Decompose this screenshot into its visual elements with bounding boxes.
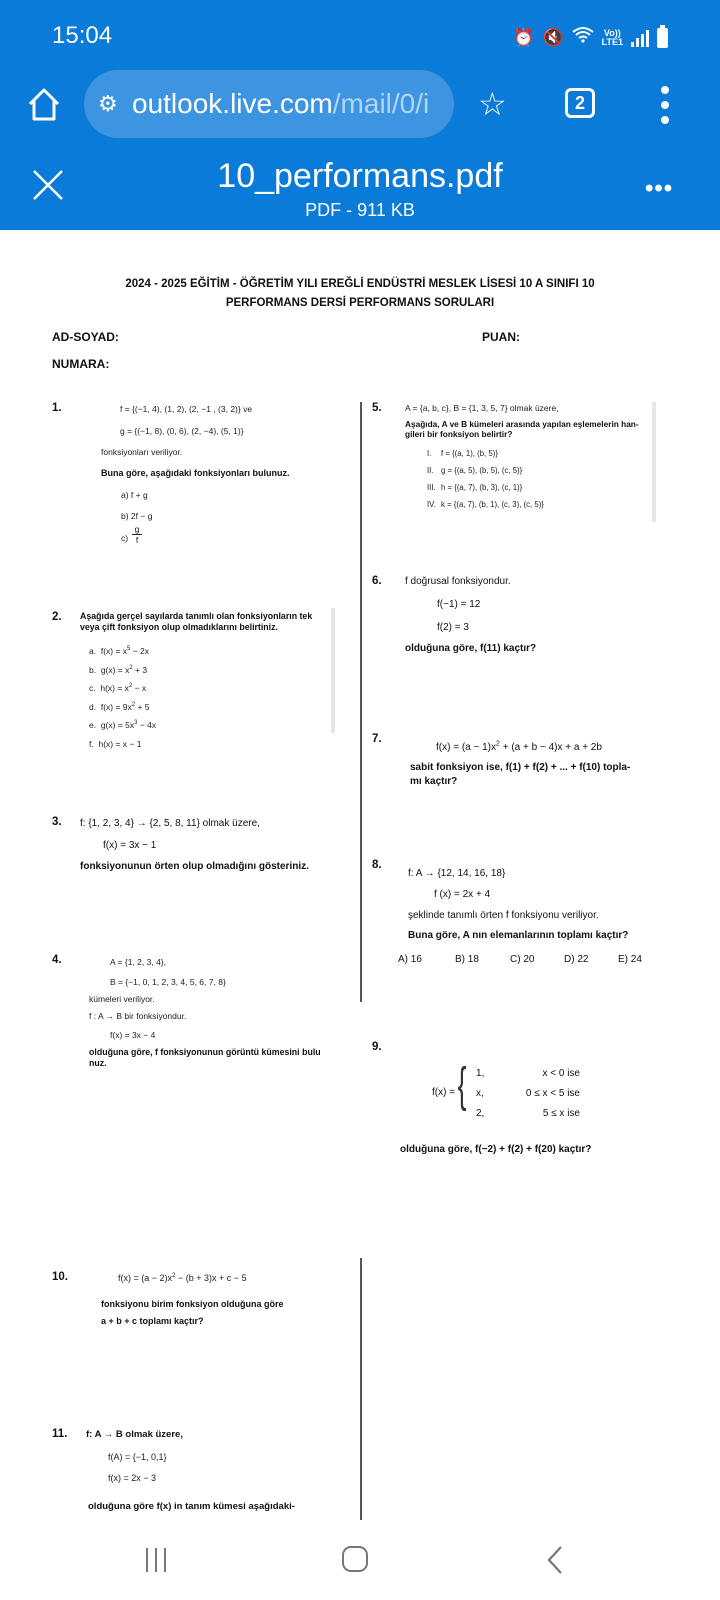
q10-line3: a + b + c toplamı kaçtır?: [101, 1316, 204, 1326]
q7-line1-pre: f(x) = (a − 1)x: [436, 742, 497, 753]
q5-item: [427, 449, 498, 458]
item-text: h = {(a, 7), (b, 3), (c, 1)}: [441, 483, 523, 492]
volte-label: Vo)): [603, 27, 621, 38]
system-nav-bar: [0, 1520, 720, 1600]
q2-item: [89, 702, 150, 712]
question-number: 11.: [52, 1428, 68, 1440]
q7-line1-post: + (a + b − 4)x + a + 2b: [499, 742, 602, 753]
scan-artifact: [331, 608, 335, 733]
home-button[interactable]: [24, 84, 64, 124]
item-label: f.: [89, 738, 94, 749]
item-expression: h(x) = x − 1: [98, 738, 142, 749]
q6-line2: f(−1) = 12: [437, 599, 481, 610]
scan-artifact: [652, 402, 656, 522]
fraction-numerator: g: [134, 524, 140, 534]
item-expression-rest: + 3: [132, 664, 148, 675]
item-exponent: 2: [128, 683, 133, 690]
pdf-page[interactable]: [0, 230, 720, 1520]
item-label: d.: [89, 701, 97, 712]
q4-line2: B = {−1, 0, 1, 2, 3, 4, 5, 6, 7, 8}: [110, 977, 226, 987]
q10-line1-post: − (b + 3)x + c − 5: [175, 1273, 247, 1283]
url-path: /mail/0/i: [332, 88, 430, 119]
viewer-header: [0, 155, 720, 230]
q9-case-condition: x < 0 ise: [542, 1068, 580, 1079]
q8-line4: Buna göre, A nın elemanlarının toplamı kaçtır?: [408, 930, 629, 941]
q9-case-value: x,: [476, 1088, 484, 1099]
q10-line2: fonksiyonu birim fonksiyon olduğuna göre: [101, 1299, 284, 1309]
question-number: 4.: [52, 954, 62, 966]
q6-line1: f doğrusal fonksiyondur.: [405, 576, 511, 587]
question-number: 3.: [52, 816, 62, 828]
document-header-line1: 2024 - 2025 EĞİTİM - ÖĞRETİM YILI EREĞLİ ENDÜSTRİ MESLEK LİSESİ 10 A SINIFI 10: [125, 278, 595, 290]
item-expression-rest: − 4x: [137, 720, 157, 730]
item-exponent: 2: [131, 701, 136, 708]
document-header-line2: PERFORMANS DERSİ PERFORMANS SORULARI: [225, 297, 495, 309]
q9-case-value: 2,: [476, 1108, 485, 1119]
q3-line2: f(x) = 3x − 1: [103, 840, 157, 851]
item-text: f = {(a, 1), (b, 5)}: [441, 449, 498, 458]
home-nav-button[interactable]: [342, 1546, 368, 1572]
q3-line3: fonksiyonunun örten olup olmadığını gösteriniz.: [80, 861, 309, 872]
q11-line2: f(A) = {−1, 0,1}: [108, 1452, 167, 1462]
q1-option-c-fraction: [132, 524, 142, 545]
q8-option: C) 20: [510, 954, 535, 965]
bookmark-star-icon[interactable]: ☆: [478, 86, 507, 122]
question-number: 6.: [372, 575, 382, 587]
q9-question: olduğuna göre, f(−2) + f(2) + f(20) kaçtır?: [400, 1144, 592, 1155]
q7-line2: sabit fonksiyon ise, f(1) + f(2) + ... + f(10) topla-: [410, 762, 631, 773]
item-label: IV.: [427, 500, 436, 509]
q9-case-condition: 5 ≤ x ise: [542, 1108, 580, 1119]
url-field[interactable]: [84, 70, 454, 138]
q10-line1: [118, 1273, 247, 1283]
tab-switcher-button[interactable]: 2: [565, 88, 595, 118]
item-expression: g(x) = 5x: [100, 720, 135, 730]
q2-item: [89, 720, 156, 730]
q1-line2: g = {(−1, 8), (0, 6), (2, −4), (5, 1)}: [120, 426, 244, 436]
q4-line6: olduğuna göre, f fonksiyonunun görüntü kümesini bulu: [89, 1047, 321, 1057]
q8-option: D) 22: [564, 954, 589, 965]
item-expression: f(x) = 9x: [100, 701, 132, 712]
q11-line4: olduğuna göre f(x) in tanım kümesi aşağıdaki-: [88, 1501, 295, 1512]
q2-line1: Aşağıda gerçel sayılarda tanımlı olan fonksiyonların tek: [80, 611, 313, 621]
battery-icon: [657, 28, 668, 48]
column-divider: [360, 402, 362, 1002]
q4-line4: f : A → B bir fonksiyondur.: [89, 1011, 187, 1021]
question-number: 9.: [372, 1041, 382, 1053]
q1-option-c-prefix: c): [121, 533, 129, 543]
q4-line7: nuz.: [89, 1058, 107, 1068]
item-label: I.: [427, 449, 432, 458]
q8-line1: f: A → {12, 14, 16, 18}: [408, 868, 506, 879]
q1-line1: f = {(−1, 4), (1, 2), (2, −1 , (3, 2)} ve: [120, 404, 253, 414]
q10-line1-pre: f(x) = (a − 2)x: [118, 1273, 173, 1283]
q8-line3: şeklinde tanımlı örten f fonksiyonu veriliyor.: [408, 910, 599, 921]
mute-vibrate-icon: 🔇: [542, 27, 564, 47]
item-expression: f(x) = x: [100, 646, 128, 656]
item-expression-rest: − x: [132, 683, 147, 693]
q6-line4: olduğuna göre, f(11) kaçtır?: [405, 643, 537, 654]
q2-line2: veya çift fonksiyon olup olmadıklarını belirtiniz.: [80, 622, 278, 632]
status-time: 15:04: [52, 22, 113, 49]
status-icons: [513, 26, 668, 49]
more-menu-icon[interactable]: [660, 86, 670, 124]
q1-option-b: b) 2f − g: [121, 511, 153, 521]
item-label: b.: [89, 664, 97, 675]
q2-item: [89, 739, 141, 749]
recents-button[interactable]: [146, 1548, 166, 1572]
address-bar-row: [0, 70, 720, 138]
q8-line2: f (x) = 2x + 4: [434, 889, 491, 900]
q8-option: B) 18: [455, 954, 479, 965]
file-name: 10_performans.pdf: [217, 157, 503, 195]
more-options-icon[interactable]: •••: [645, 175, 674, 202]
item-exponent: 3: [134, 720, 138, 727]
q8-option: A) 16: [398, 954, 422, 965]
q1-option-a: a) f + g: [121, 490, 148, 500]
q2-item: [89, 646, 149, 656]
q5-line3: gileri bir fonksiyon belirtir?: [405, 429, 513, 439]
lte-label: LTE1: [601, 36, 623, 47]
q2-item: [89, 665, 147, 675]
back-icon[interactable]: [545, 1544, 565, 1582]
item-expression: h(x) = x: [100, 683, 129, 693]
q4-line3: kümeleri veriliyor.: [89, 994, 155, 1004]
file-meta: PDF - 911 KB: [305, 200, 415, 220]
question-number: 5.: [372, 402, 382, 414]
q1-line3: fonksiyonları veriliyor.: [101, 447, 183, 457]
q1-line4: Buna göre, aşağıdaki fonksiyonları bulunuz.: [101, 468, 290, 478]
item-expression-rest: − 2x: [130, 646, 150, 656]
question-number: 1.: [52, 402, 62, 414]
item-exponent: 2: [129, 664, 133, 671]
q7-exponent: 2: [496, 740, 500, 748]
site-settings-icon[interactable]: ⚙: [98, 91, 118, 116]
q5-item: [427, 483, 522, 492]
signal-icon: [631, 29, 649, 47]
question-number: 7.: [372, 733, 382, 745]
item-exponent: 5: [127, 646, 131, 653]
score-label: PUAN:: [482, 330, 520, 344]
q5-line1: A = {a, b, c}, B = {1, 3, 5, 7} olmak üzere,: [405, 403, 559, 413]
q2-item: [89, 683, 146, 693]
question-number: 10.: [52, 1271, 68, 1283]
q7-line1: [436, 742, 602, 753]
q3-line1: f: {1, 2, 3, 4} → {2, 5, 8, 11} olmak üzere,: [80, 818, 260, 829]
question-number: 8.: [372, 859, 382, 871]
q9-case-value: 1,: [476, 1068, 485, 1079]
q9-brace: {: [457, 1059, 467, 1112]
browser-chrome: [0, 0, 720, 230]
question-number: 2.: [52, 611, 62, 623]
q4-line5: f(x) = 3x − 4: [110, 1030, 156, 1040]
q10-exponent: 2: [172, 1272, 176, 1279]
q4-line1: A = {1, 2, 3, 4},: [110, 957, 167, 967]
volte-lte-icon: [602, 29, 623, 47]
column-divider: [360, 1258, 362, 1520]
url-host: outlook.live.com: [132, 88, 333, 119]
home-icon: [24, 84, 64, 124]
item-text: k = {(a, 7), (b, 1), (c, 3), (c, 5)}: [441, 500, 544, 509]
q8-option: E) 24: [618, 954, 642, 965]
item-label: c.: [89, 683, 96, 693]
name-label: AD-SOYAD:: [52, 330, 119, 344]
url-text: [132, 88, 429, 120]
item-label: a.: [89, 646, 97, 656]
item-label: e.: [89, 720, 97, 730]
q5-item: [427, 466, 522, 475]
wifi-icon: [572, 26, 594, 49]
item-expression-rest: + 5: [135, 701, 150, 712]
alarm-icon: ⏰: [513, 27, 535, 47]
item-expression: g(x) = x: [100, 664, 130, 675]
q11-line3: f(x) = 2x − 3: [108, 1473, 157, 1483]
item-label: II.: [427, 466, 434, 475]
q7-line3: mı kaçtır?: [410, 776, 458, 787]
number-label: NUMARA:: [52, 357, 110, 371]
item-text: g = {(a, 5), (b, 5), (c, 5)}: [441, 466, 523, 475]
fraction-denominator: f: [135, 535, 139, 545]
q9-lhs: f(x) =: [432, 1087, 456, 1098]
q9-case-condition: 0 ≤ x < 5 ise: [525, 1088, 580, 1099]
item-label: III.: [427, 483, 436, 492]
q5-item: [427, 500, 544, 509]
q6-line3: f(2) = 3: [437, 622, 469, 633]
q11-line1: f: A → B olmak üzere,: [86, 1429, 183, 1440]
q5-line2: Aşağıda, A ve B kümeleri arasında yapılan eşlemelerin han-: [405, 419, 639, 429]
